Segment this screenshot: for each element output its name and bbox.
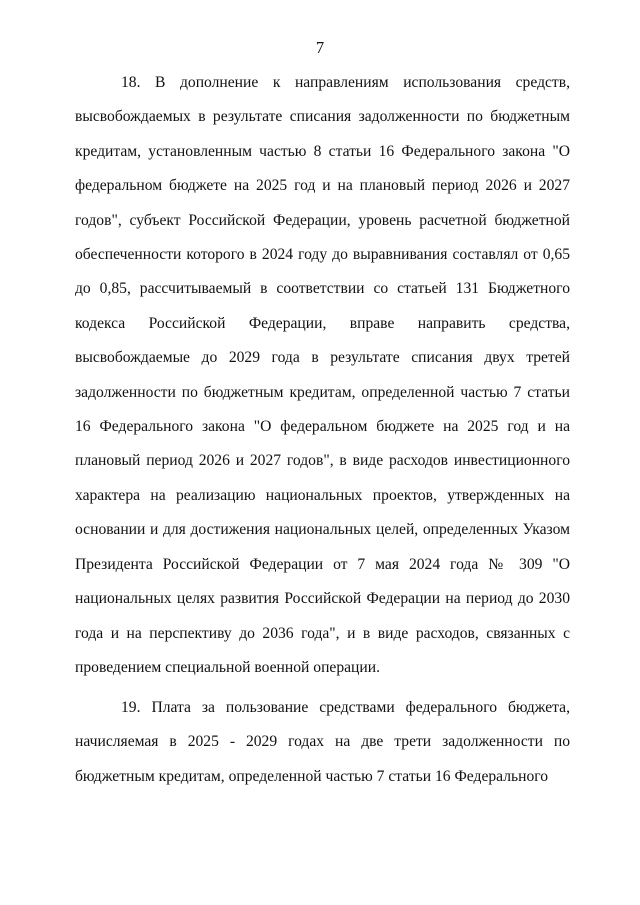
paragraph-18: 18. В дополнение к направлениям использования средств, высвобождаемых в результате списания задолженности по бюджетным кредитам, установленным частью 8 статьи 16 Федерального закона "О федеральном бюджете на 2025 год и на плановый период 2026 и 2027 годов", субъект Российской Федерации, уровень расчетной бюджетной обеспеченности которого в 2024 году до выравнивания составлял от 0,65 до 0,85, рассчитываемый в соответствии со статьей 131 Бюджетного кодекса Российской Федерации, вправе направить средства, высвобождаемые до 2029 года в результате списания двух третей задолженности по бюджетным кредитам, определенной частью 7 статьи 16 Федерального закона "О федеральном бюджете на 2025 год и на плановый период 2026 и 2027 годов", в виде расходов инвестиционного характера на реализацию национальных проектов, утвержденных на основании и для достижения национальных целей, определенных Указом Президента Российской Федерации от 7 мая 2024 года № 309 "О национальных целях развития Российской Федерации на период до 2030 года и на перспективу до 2036 года", и в виде расходов, связанных с проведением специальной военной операции. [75,74,570,676]
page-number: 7 [315,38,325,57]
paragraph-19: 19. Плата за пользование средствами федерального бюджета, начисляемая в 2025 - 2029 годах на две трети задолженности по бюджетным кредитам, определенной частью 7 статьи 16 Федерального [75,699,570,785]
